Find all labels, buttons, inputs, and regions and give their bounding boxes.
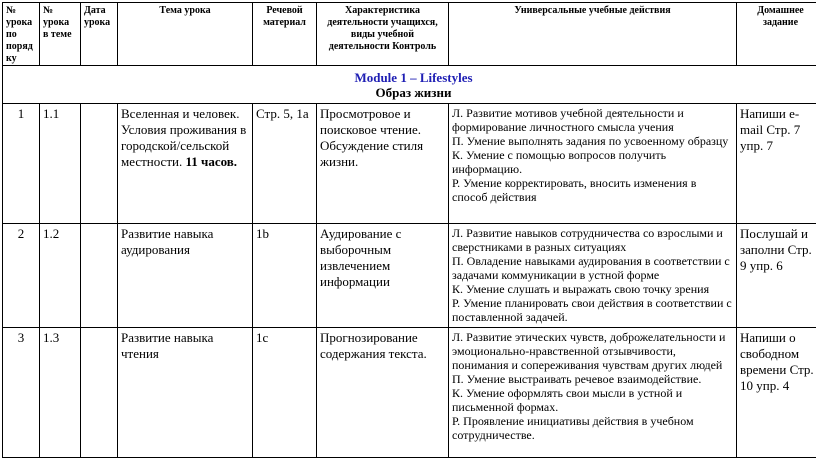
learning-actions <box>449 328 737 458</box>
action-personal: Л. Развитие этических чувств, доброжелательности и эмоционально-нравственной отзывчивости, понимания и сопереживания чувствам других людей <box>452 330 726 372</box>
topic-text: Развитие навыка чтения <box>121 330 214 361</box>
action-cognitive: П. Умение выполнять задания по усвоенному образцу <box>452 134 729 148</box>
action-communicative: К. Умение оформлять свои мысли в устной и письменной формах. <box>452 386 683 414</box>
lesson-date <box>81 224 118 328</box>
speech-material: 1c <box>253 328 317 458</box>
action-regulative: Р. Проявление инициативы действия в учебном сотрудничестве. <box>452 414 694 442</box>
theme-number: 1.1 <box>40 104 81 224</box>
action-personal: Л. Развитие мотивов учебной деятельности и формирование личностного смысла учения <box>452 106 684 134</box>
activity-description: Аудирование с выборочным извлечением информации <box>317 224 449 328</box>
action-cognitive: П. Овладение навыками аудирования в соответствии с задачами коммуникации в устной форме <box>452 254 730 282</box>
learning-actions <box>449 104 737 224</box>
lesson-topic <box>118 224 253 328</box>
action-regulative: Р. Умение корректировать, вносить изменения в способ действия <box>452 176 697 204</box>
learning-actions <box>449 224 737 328</box>
header-speech-material: Речевой материал <box>253 3 317 66</box>
speech-material: 1b <box>253 224 317 328</box>
module-row <box>3 66 816 104</box>
header-activity: Характеристика деятельности учащихся, виды учебной деятельности Контроль <box>317 3 449 66</box>
lesson-date <box>81 104 118 224</box>
action-communicative: К. Умение с помощью вопросов получить информацию. <box>452 148 667 176</box>
speech-material: Стр. 5, 1а <box>253 104 317 224</box>
header-topic: Тема урока <box>118 3 253 66</box>
action-regulative: Р. Умение планировать свои действия в соответствии с поставленной задачей. <box>452 296 732 324</box>
lesson-number: 2 <box>3 224 40 328</box>
action-communicative: К. Умение слушать и выражать свою точку зрения <box>452 282 710 296</box>
header-homework: Домашнее задание <box>737 3 816 66</box>
lesson-number: 3 <box>3 328 40 458</box>
table-row <box>3 224 816 328</box>
homework: Послушай и заполни Стр. 9 упр. 6 <box>737 224 816 328</box>
lesson-number: 1 <box>3 104 40 224</box>
table-row <box>3 328 816 458</box>
header-learning-actions: Универсальные учебные действия <box>449 3 737 66</box>
header-lesson-number: № урока по поряд ку <box>3 3 40 66</box>
topic-text: Развитие навыка аудирования <box>121 226 214 257</box>
module-cell <box>3 66 816 104</box>
header-row <box>3 3 816 66</box>
activity-description: Просмотровое и поисковое чтение. Обсуждение стиля жизни. <box>317 104 449 224</box>
lesson-plan-table <box>2 2 816 458</box>
lesson-topic <box>118 104 253 224</box>
activity-description: Прогнозирование содержания текста. <box>317 328 449 458</box>
theme-number: 1.2 <box>40 224 81 328</box>
header-theme-number: № урока в теме <box>40 3 81 66</box>
theme-number: 1.3 <box>40 328 81 458</box>
module-title: Module 1 – Lifestyles <box>354 70 473 85</box>
header-date: Дата урока <box>81 3 118 66</box>
lesson-topic <box>118 328 253 458</box>
action-cognitive: П. Умение выстраивать речевое взаимодействие. <box>452 372 702 386</box>
homework: Напиши e-mail Стр. 7 упр. 7 <box>737 104 816 224</box>
table-row <box>3 104 816 224</box>
topic-hours: 11 часов. <box>185 154 238 169</box>
module-subtitle: Образ жизни <box>375 85 452 100</box>
lesson-date <box>81 328 118 458</box>
action-personal: Л. Развитие навыков сотрудничества со взрослыми и сверстниками в разных ситуациях <box>452 226 723 254</box>
topic-text: Вселенная и человек. Условия проживания в городской/сельской местности. <box>121 106 247 169</box>
homework: Напиши о свободном времени Стр. 10 упр. 4 <box>737 328 816 458</box>
